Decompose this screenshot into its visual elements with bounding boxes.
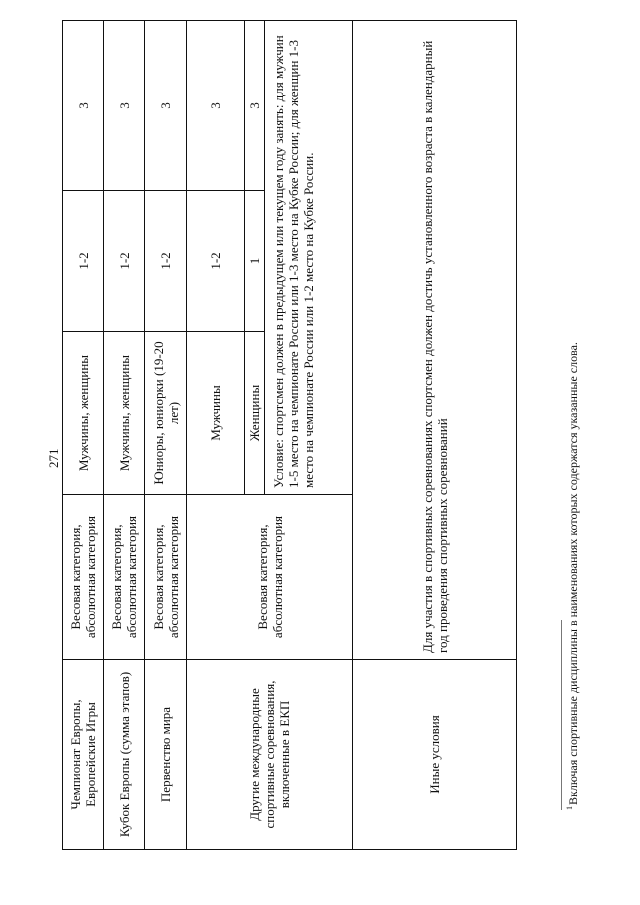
count-cell: 3 <box>145 21 187 191</box>
table-row <box>145 21 187 850</box>
condition-cell: Условие: спортсмен должен в предыдущем или текущем году занять: для мужчин 1-5 место на чемпионате России или 1-3 место на Кубке России; для женщин 1-3 место на чемпионате России или 1-2 место на Кубке России. <box>265 21 353 495</box>
table-row <box>63 21 104 850</box>
count-cell-women: 3 <box>245 21 265 191</box>
discipline-cell: Весовая категория, абсолютная категория <box>63 495 104 660</box>
table-row <box>353 21 517 850</box>
group-cell-women: Женщины <box>245 332 265 495</box>
group-cell: Мужчины, женщины <box>63 332 104 495</box>
table-row <box>104 21 145 850</box>
competition-cell: Другие международные спортивные соревнования, включенные в ЕКП <box>187 660 353 850</box>
count-cell: 3 <box>104 21 145 191</box>
count-cell: 3 <box>63 21 104 191</box>
places-cell-women: 1 <box>245 191 265 332</box>
group-cell: Юниоры, юниорки (19-20 лет) <box>145 332 187 495</box>
count-cell-men: 3 <box>187 21 245 191</box>
group-cell: Мужчины, женщины <box>104 332 145 495</box>
places-cell: 1-2 <box>104 191 145 332</box>
other-conditions-label: Иные условия <box>353 660 517 850</box>
footnote-separator <box>561 620 562 810</box>
discipline-cell: Весовая категория, абсолютная категория <box>104 495 145 660</box>
other-conditions-text: Для участия в спортивных соревнованиях спортсмен должен достичь установленного возраста в календарный год проведения спортивных соревнований <box>353 21 517 660</box>
places-cell: 1-2 <box>63 191 104 332</box>
places-cell-men: 1-2 <box>187 191 245 332</box>
table-row <box>187 21 245 850</box>
page-number: 271 <box>46 448 61 468</box>
footnote-text: Включая спортивные дисциплины в наименованиях которых содержатся указанные слова. <box>566 342 580 805</box>
group-cell-men: Мужчины <box>187 332 245 495</box>
footnote <box>566 342 581 810</box>
competition-cell: Кубок Европы (сумма этапов) <box>104 660 145 850</box>
qualification-table <box>62 20 517 850</box>
competition-cell: Первенство мира <box>145 660 187 850</box>
places-cell: 1-2 <box>145 191 187 332</box>
competition-cell: Чемпионат Европы, Европейские Игры <box>63 660 104 850</box>
footnote-marker: 1 <box>565 806 574 810</box>
discipline-cell: Весовая категория, абсолютная категория <box>187 495 353 660</box>
discipline-cell: Весовая категория, абсолютная категория <box>145 495 187 660</box>
